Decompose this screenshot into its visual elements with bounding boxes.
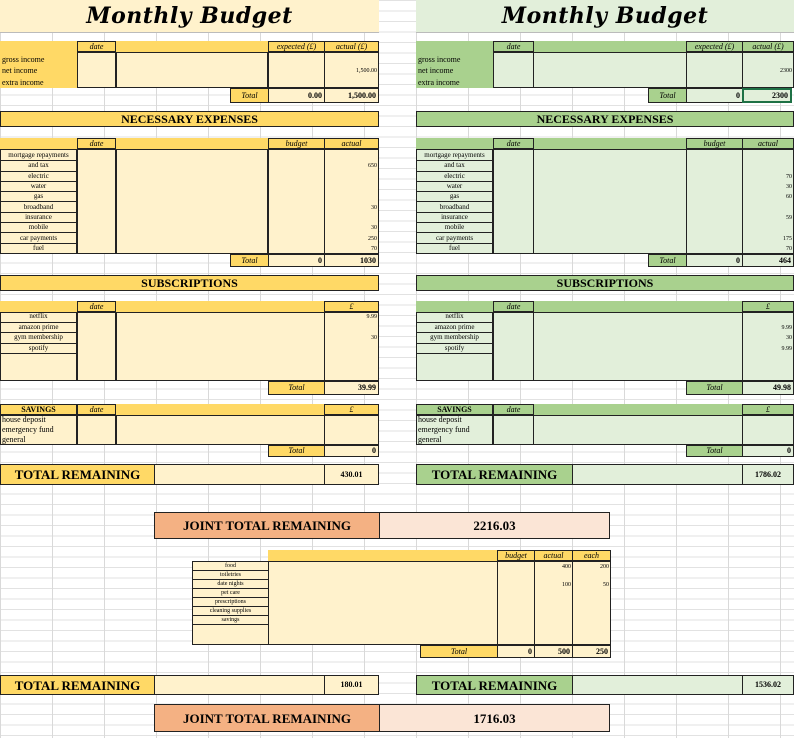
left-subscriptions-item-value[interactable] (324, 323, 379, 334)
left-necessary-item-value[interactable]: 30 (371, 225, 377, 232)
left-savings-date-col[interactable] (77, 415, 116, 445)
left-gross-income-label: gross income (2, 54, 45, 64)
left-savings-total-label: Total (268, 445, 325, 457)
right-income-total-expected[interactable]: 0 (686, 88, 743, 103)
left-necessary-total-budget[interactable]: 0 (268, 254, 325, 267)
right-savings-item-label: house deposit (418, 415, 462, 424)
joint-item-label: food (192, 562, 269, 571)
left-necessary-item-value[interactable]: 30 (371, 204, 377, 211)
joint-item-label: date nights (192, 580, 269, 589)
joint-item-each[interactable]: 50 (603, 581, 609, 588)
right-necessary-item-label: mortgage repayments (416, 151, 493, 161)
joint-item-label: prescriptions (192, 598, 269, 607)
joint-item-actual[interactable] (534, 598, 573, 607)
right-savings-amount-col[interactable] (742, 415, 794, 445)
joint-total-remaining-value[interactable]: 2216.03 (379, 512, 610, 539)
left-necessary-item-label: broadband (0, 203, 77, 213)
right-necessary-budget-header: budget (686, 138, 743, 149)
right-extra-income-label: extra income (418, 77, 460, 87)
joint-item-each[interactable] (572, 598, 611, 607)
joint-item-each[interactable] (572, 589, 611, 598)
right-subscriptions-total[interactable]: 49.98 (742, 381, 794, 395)
right-income-notes-col[interactable] (533, 52, 687, 88)
left-income-notes-col[interactable] (116, 52, 268, 88)
left-subscriptions-item-label: netflix (0, 312, 77, 323)
joint-item-actual[interactable] (534, 607, 573, 616)
right-income-total-actual-selected-cell[interactable]: 2300 (742, 88, 792, 103)
right-income-actual-header: actual (£) (742, 41, 794, 52)
left-income-expected-header: expected (£) (268, 41, 325, 52)
right-necessary-date-col[interactable] (493, 149, 534, 254)
left-necessary-item-label: insurance (0, 213, 77, 223)
left-total-remaining-2-gap (154, 675, 325, 695)
left-savings-title: SAVINGS (0, 404, 77, 415)
joint-item-actual[interactable]: 400 (562, 563, 571, 570)
left-subscriptions-date-header: date (77, 301, 116, 312)
right-savings-amount-header: £ (742, 404, 794, 415)
right-necessary-title: NECESSARY EXPENSES (416, 111, 794, 127)
left-necessary-date-col[interactable] (77, 149, 116, 254)
left-necessary-item-value[interactable]: 650 (368, 163, 377, 170)
right-subscriptions-item-label: amazon prime (416, 323, 493, 334)
joint-item-each[interactable] (572, 607, 611, 616)
left-subscriptions-title: SUBSCRIPTIONS (0, 275, 379, 291)
left-net-income-actual[interactable]: 1,500.00 (356, 67, 377, 74)
left-net-income-label: net income (2, 65, 38, 75)
left-necessary-item-value[interactable]: 250 (368, 235, 377, 242)
joint-item-each[interactable] (572, 571, 611, 580)
left-necessary-item-value[interactable] (324, 213, 379, 223)
joint-item-label: savings (192, 616, 269, 625)
left-savings-item-label: general (2, 435, 26, 444)
right-subscriptions-date-header: date (493, 301, 534, 312)
right-necessary-item-value[interactable] (742, 151, 794, 161)
joint-total-budget[interactable]: 0 (497, 645, 535, 658)
left-necessary-item-value[interactable] (324, 182, 379, 192)
left-necessary-item-value[interactable] (324, 151, 379, 161)
left-necessary-item-label: water (0, 182, 77, 192)
left-subscriptions-item-label: gym membership (0, 333, 77, 344)
left-necessary-item-label: gas (0, 192, 77, 202)
right-necessary-item-value[interactable]: 60 (786, 194, 792, 201)
left-subscriptions-notes-col[interactable] (116, 312, 325, 381)
right-necessary-budget-col[interactable] (686, 149, 743, 254)
right-income-expected-col[interactable] (686, 52, 743, 88)
right-necessary-item-label: car payments (416, 233, 493, 243)
right-necessary-item-value[interactable]: 30 (786, 184, 792, 191)
right-subscriptions-total-label: Total (686, 381, 743, 395)
right-necessary-item-label: mobile (416, 223, 493, 233)
right-net-income-actual[interactable]: 2300 (780, 67, 792, 74)
left-subscriptions-item-label: amazon prime (0, 323, 77, 334)
right-total-remaining-label: TOTAL REMAINING (416, 464, 573, 485)
joint-item-label: cleaning supplies (192, 607, 269, 616)
joint-item-actual[interactable] (534, 589, 573, 598)
right-savings-item-label: emergency fund (418, 425, 470, 434)
right-net-income-label: net income (418, 65, 454, 75)
left-income-date-header: date (77, 41, 116, 52)
right-necessary-item-label: water (416, 182, 493, 192)
right-income-date-header: date (493, 41, 534, 52)
joint-each-header: each (572, 550, 611, 561)
right-subscriptions-item-label: netflix (416, 312, 493, 323)
joint-item-label: toiletries (192, 571, 269, 580)
right-income-total-label: Total (648, 88, 687, 103)
right-necessary-item-value[interactable] (742, 223, 794, 233)
right-necessary-item-value[interactable]: 59 (786, 214, 792, 221)
left-necessary-actual-header: actual (324, 138, 379, 149)
right-income-date-col[interactable] (493, 52, 534, 88)
left-income-expected-col[interactable] (268, 52, 325, 88)
left-income-total-expected[interactable]: 0.00 (268, 88, 325, 103)
joint-total-remaining-label: JOINT TOTAL REMAINING (154, 512, 380, 539)
left-total-remaining-gap (154, 464, 325, 485)
right-necessary-item-label: fuel (416, 244, 493, 254)
joint-total-each[interactable]: 250 (572, 645, 611, 658)
right-total-remaining-gap (572, 464, 743, 485)
left-savings-item-label: emergency fund (2, 425, 54, 434)
right-savings-item-label: general (418, 435, 442, 444)
joint-total-label: Total (420, 645, 498, 658)
left-necessary-budget-col[interactable] (268, 149, 325, 254)
left-savings-amount-header: £ (324, 404, 379, 415)
right-necessary-total-label: Total (648, 254, 687, 267)
right-savings-date-col[interactable] (493, 415, 534, 445)
right-total-remaining-value[interactable]: 1786.02 (742, 464, 794, 485)
right-necessary-item-label: gas (416, 192, 493, 202)
right-subscriptions-date-col[interactable] (493, 312, 534, 381)
left-necessary-item-label: fuel (0, 244, 77, 254)
left-subscriptions-date-col[interactable] (77, 312, 116, 381)
joint-item-each[interactable] (572, 616, 611, 625)
joint-actual-header: actual (534, 550, 573, 561)
left-subscriptions-item-value[interactable] (324, 344, 379, 355)
right-necessary-item-label: broadband (416, 203, 493, 213)
right-savings-notes-col[interactable] (533, 415, 743, 445)
right-subscriptions-title: SUBSCRIPTIONS (416, 275, 794, 291)
left-necessary-item-label: mortgage repayments (0, 151, 77, 161)
right-necessary-item-value[interactable]: 175 (783, 235, 792, 242)
left-necessary-item-label: electric (0, 172, 77, 182)
left-income-date-col[interactable] (77, 52, 116, 88)
left-necessary-item-value[interactable] (324, 172, 379, 182)
right-necessary-item-label: electric (416, 172, 493, 182)
left-savings-item-label: house deposit (2, 415, 46, 424)
right-subscriptions-notes-col[interactable] (533, 312, 743, 381)
right-subscriptions-item-label: gym membership (416, 333, 493, 344)
left-savings-amount-col[interactable] (324, 415, 379, 445)
left-income-actual-header: actual (£) (324, 41, 379, 52)
right-income-expected-header: expected (£) (686, 41, 743, 52)
left-necessary-item-value[interactable] (324, 192, 379, 202)
left-necessary-total-actual[interactable]: 1030 (324, 254, 379, 267)
right-savings-title: SAVINGS (416, 404, 493, 415)
left-necessary-item-label: mobile (0, 223, 77, 233)
left-necessary-date-header: date (77, 138, 116, 149)
left-extra-income-label: extra income (2, 77, 44, 87)
right-subscriptions-item-value[interactable] (742, 312, 794, 323)
left-subscriptions-item-value[interactable]: 9.99 (366, 314, 377, 321)
right-necessary-item-label: and tax (416, 161, 493, 171)
left-necessary-notes-col[interactable] (116, 149, 268, 254)
left-savings-notes-col[interactable] (116, 415, 325, 445)
joint-budget-header: budget (497, 550, 535, 561)
left-subscriptions-item-value[interactable]: 30 (371, 335, 377, 342)
right-total-remaining-2-gap (572, 675, 743, 695)
right-necessary-actual-header: actual (742, 138, 794, 149)
left-necessary-item-label: and tax (0, 161, 77, 171)
left-subscriptions-item-label: spotify (0, 344, 77, 355)
right-necessary-item-value[interactable] (742, 161, 794, 171)
right-subscriptions-amount-header: £ (742, 301, 794, 312)
joint-item-label: pet care (192, 589, 269, 598)
right-savings-date-header: date (493, 404, 534, 415)
left-total-remaining-2-value[interactable]: 180.01 (324, 675, 379, 695)
left-necessary-item-value[interactable]: 70 (371, 245, 377, 252)
right-savings-total[interactable]: 0 (742, 445, 794, 457)
right-savings-total-label: Total (686, 445, 743, 457)
right-necessary-notes-col[interactable] (533, 149, 687, 254)
left-title: Monthly Budget (0, 0, 379, 33)
right-necessary-total-actual[interactable]: 464 (742, 254, 794, 267)
left-income-total-label: Total (230, 88, 269, 103)
left-necessary-total-label: Total (230, 254, 269, 267)
right-necessary-item-value[interactable]: 70 (786, 173, 792, 180)
right-necessary-item-value[interactable]: 70 (786, 245, 792, 252)
right-subscriptions-item-label: spotify (416, 344, 493, 355)
left-total-remaining-label: TOTAL REMAINING (0, 464, 155, 485)
right-total-remaining-2-label: TOTAL REMAINING (416, 675, 573, 695)
right-title: Monthly Budget (416, 0, 794, 33)
left-necessary-title: NECESSARY EXPENSES (0, 111, 379, 127)
left-necessary-item-label: car payments (0, 233, 77, 243)
joint-item-actual[interactable] (534, 571, 573, 580)
right-subscriptions-header-bar (416, 301, 794, 312)
left-total-remaining-value[interactable]: 430.01 (324, 464, 379, 485)
joint-total-remaining-2-label: JOINT TOTAL REMAINING (154, 704, 380, 732)
joint-total-remaining-2-value[interactable]: 1716.03 (379, 704, 610, 732)
left-savings-date-header: date (77, 404, 116, 415)
left-subscriptions-total-label: Total (268, 381, 325, 395)
joint-item-actual[interactable] (534, 616, 573, 625)
joint-item-actual[interactable]: 100 (562, 581, 571, 588)
right-necessary-item-label: insurance (416, 213, 493, 223)
joint-item-each[interactable]: 200 (600, 563, 609, 570)
right-total-remaining-2-value[interactable]: 1536.02 (742, 675, 794, 695)
left-subscriptions-amount-header: £ (324, 301, 379, 312)
right-necessary-date-header: date (493, 138, 534, 149)
right-gross-income-label: gross income (418, 54, 461, 64)
left-subscriptions-total[interactable]: 39.99 (324, 381, 379, 395)
left-total-remaining-2-label: TOTAL REMAINING (0, 675, 155, 695)
joint-budget-col[interactable] (497, 561, 535, 645)
right-subscriptions-item-value[interactable]: 9.99 (781, 345, 792, 352)
joint-notes-col[interactable] (268, 561, 498, 645)
left-savings-total[interactable]: 0 (324, 445, 379, 457)
right-subscriptions-item-value[interactable]: 30 (786, 335, 792, 342)
joint-total-actual[interactable]: 500 (534, 645, 573, 658)
right-necessary-item-value[interactable] (742, 203, 794, 213)
left-necessary-budget-header: budget (268, 138, 325, 149)
left-subscriptions-header-bar (0, 301, 379, 312)
left-income-total-actual[interactable]: 1,500.00 (324, 88, 379, 103)
right-necessary-total-budget[interactable]: 0 (686, 254, 743, 267)
right-subscriptions-item-value[interactable]: 9.99 (781, 324, 792, 331)
